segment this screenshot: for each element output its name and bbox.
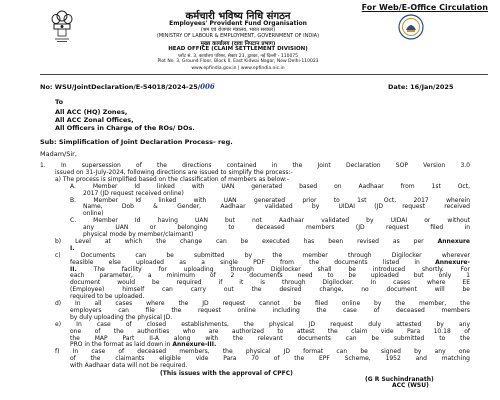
body-line-text: f) In case of deceased members, the physical JD format can be signed by any one [55,348,470,356]
letterhead-divider [40,74,488,75]
body-line-text: e) In case of closed establishments, the physical JD request duly attested by any [55,320,470,328]
address-hindi: प्लॉट सं. 3, कार्यालय परिसर, सेक्टर 23, द्वारका, नई दिल्ली - 110075 [177,54,299,59]
body-line-text: C. Member Id having UAN but not Aadhaar validated by UIDAI or without [70,217,470,225]
reference-handwritten-number: 006 [200,82,215,91]
body-line-text: a) The process is simplified based on the classification of members as below:- [55,175,289,183]
body-line-text: one of the authorities who are authorized to attest the claim vide Para 10.18 of [70,327,470,335]
body-line-text: 1. In supersession of the directions contained in the Joint Declaration SOP Version 3.0 [40,162,470,169]
body-line-text: PRO in the format as laid down in [70,341,173,349]
body-line-text: any UAN or belonging to deceased members (JD request filed in [83,224,470,232]
body-line-text: physical mode by member/claimant) [83,231,194,238]
body-line-emphasis: I. [70,244,75,252]
epfo-logo-icon [398,14,424,40]
body-line-text: each parameter, a minimum of 2 documents need to be uploaded but only 1 [70,272,470,280]
addressee-line: All ACC (HQ) Zones, [55,108,128,116]
body-line [83,203,470,210]
body-line-text: the MAP Part II-A along with the relevant documents can be submitted to the [70,334,470,342]
state-emblem-icon [50,10,74,44]
body-line-text: employers can file the request online including the case of deceased members [70,306,470,314]
body-line-emphasis: Annexure-III. [172,341,217,349]
body-line-text: A. Member Id linked with UAN generated based on Aadhaar from 1st Oct, [70,182,470,190]
address-english: Plot No. 3, Ground Floor, Block II, East Kidwai Nagar, New Delhi-110023 [157,59,319,64]
signatory-designation: ACC (WSU) [392,382,429,390]
body-line-rest: The facility for uploading through Digilocker shall be introduced shortly. For [76,265,470,273]
body-line-text: by duly uploading the physical JD. [70,313,173,321]
body-line-text: online) [83,210,104,218]
body-line-text: of the claimants eligible vide Para 70 of the EPF Scheme, 1952 and matching [70,355,470,363]
office-hindi: मुख्य कार्यालय (दावा निपटान प्रभाग) [200,41,276,47]
body-line-text: (Employee) himself can carry out the desired change, no document will be [70,286,470,294]
letter-date: Date: 16/Jan/2025 [388,83,454,91]
body-line-text: required to be uploaded. [70,293,145,301]
body-line-emphasis: II. [70,265,77,273]
body-line-text: with Aadhaar data will not be required. [70,362,188,370]
org-name-hindi: कर्मचारी भविष्य निधि संगठन [185,11,291,22]
body-line-text: d) In all cases where the JD request cannot be filed online by the member, the [55,300,470,307]
body-line-text: feasible else uploaded as a single PDF from the documents listed in [70,258,436,266]
website-line: www.epfindia.gov.in | www.epfindia.nic.in [191,66,285,71]
approval-note: (This issues with the approval of CPFC) [160,370,293,378]
body-line-text: b) Level at which the change can be executed has been revised as per [55,237,438,245]
addressee-to: To [55,98,64,106]
body-line-text: B. Member Id linked with UAN generated prior to 1st Oct, 2017 wherein [70,196,470,204]
circulation-tag: For Web/E-Office Circulation [361,3,488,12]
body-line-text: Name, Dob & Gender, Aadhaar validated by UIDAI (JD request received [83,203,470,211]
signatory-name: (G R Suchindranath) [365,376,434,384]
body-line [70,362,187,369]
body-line-text: issued on 31-July-2024, following directions are issued to simplify the process:- [55,168,293,176]
ministry-english: (MINISTRY OF LABOUR & EMPLOYMENT, GOVERNMENT OF INDIA) [156,33,320,39]
body-line-text: c) Documents can be submitted by the member through Digilocker wherever [55,251,470,259]
body-line [55,238,470,245]
body-line-text: document would be required if it is through Digilocker. In cases where EE [70,279,470,287]
subject-line: Sub: Simplification of Joint Declaration Process- reg. [40,138,233,146]
addressee-line: All ACC Zonal Offices, [55,116,134,124]
salutation: Madam/Sir, [40,150,77,158]
addressee-line: All Officers in Charge of the ROs/ DOs. [55,124,195,132]
ministry-hindi: (श्रम एवं रोजगार मंत्रालय, भारत सरकार) [200,27,276,33]
body-line-emphasis: Annexure- [435,258,470,266]
office-english: HEAD OFFICE (CLAIM SETTLEMENT DIVISION) [168,46,308,52]
body-line-text: 2017 (JD request received online) [83,189,184,197]
reference-prefix: No: WSU/JointDeclaration/E-54018/2024-25/ [40,83,201,91]
org-name-english: Employees' Provident Fund Organisation [169,20,307,27]
body-line-emphasis: Annexure [437,237,470,245]
reference-number [40,83,215,91]
